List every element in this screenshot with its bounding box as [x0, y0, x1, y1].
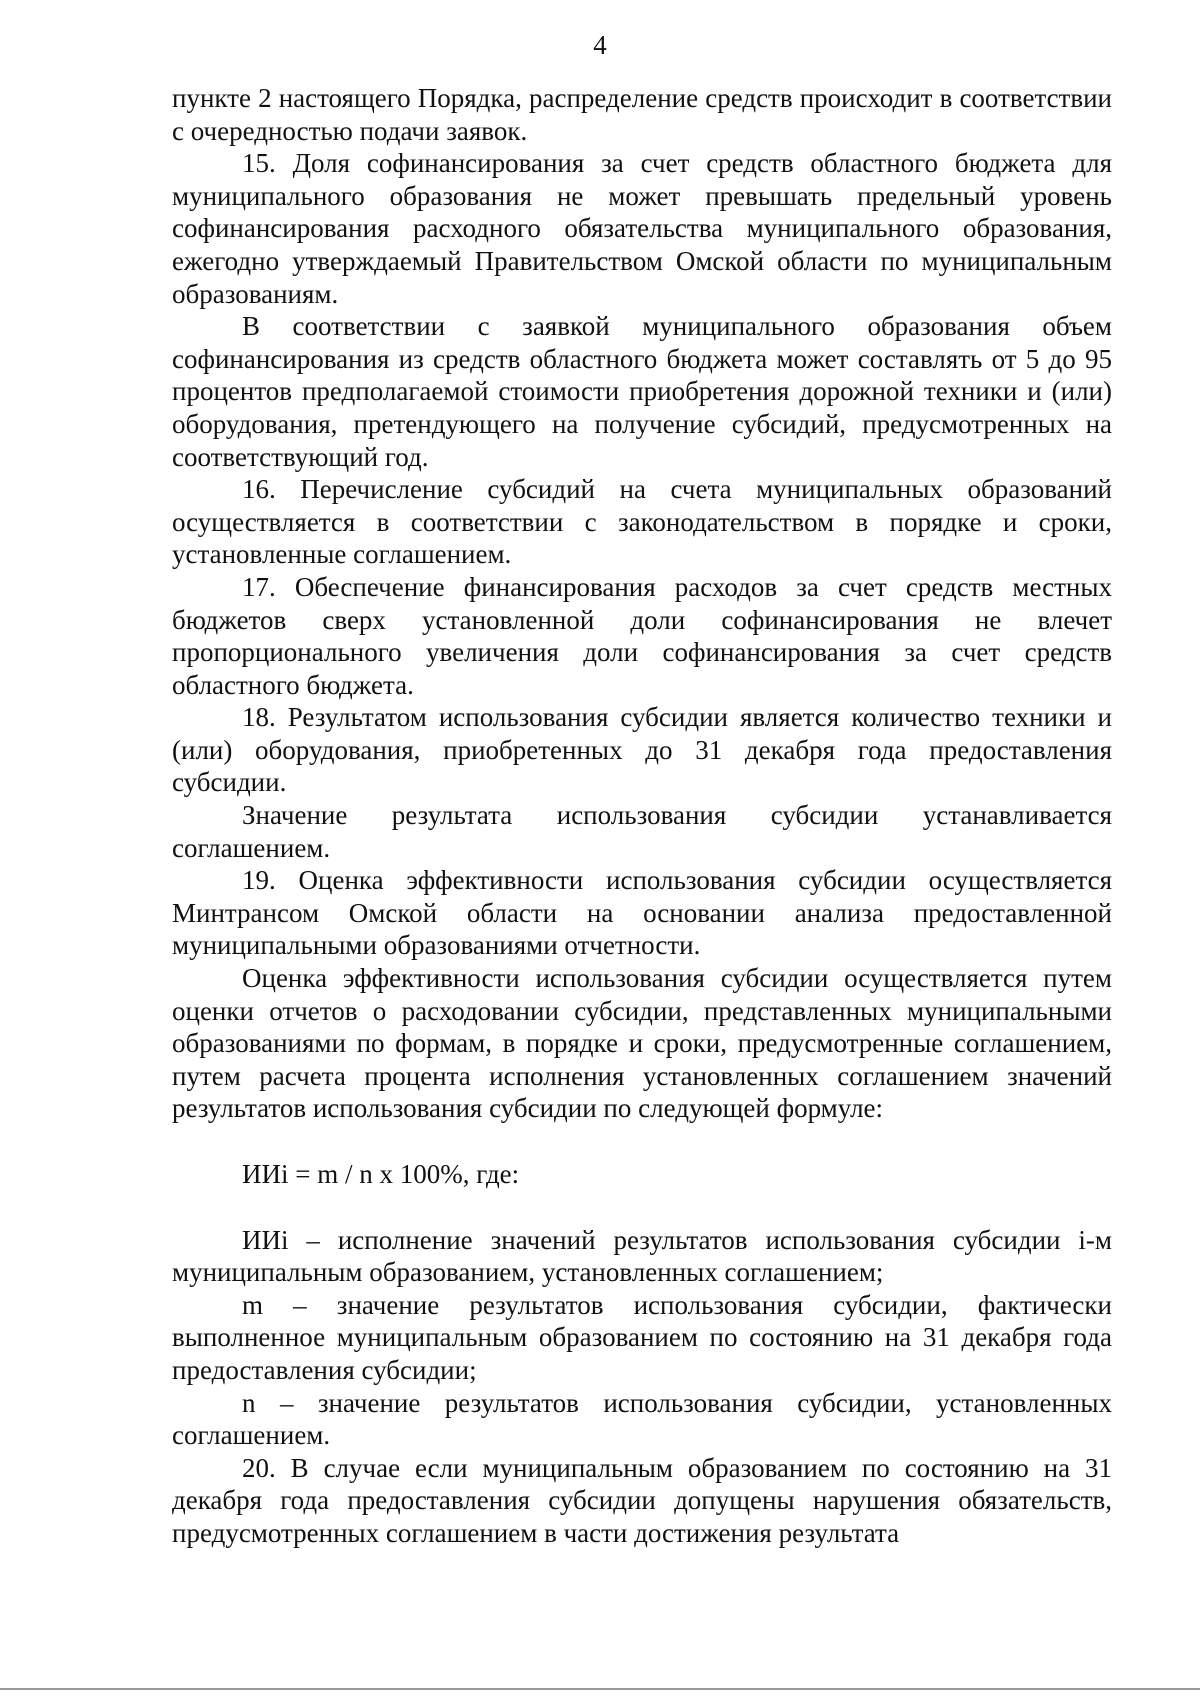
definition-iii: ИИi – исполнение значений результатов использования субсидии i-м муниципальным образованием, установленных соглашением; [172, 1224, 1112, 1288]
paragraph-15: 15. Доля софинансирования за счет средств областного бюджета для муниципального образования не может превышать предельный уровень софинансирования расходного обязательства муниципального образования, ежегодно утверждаемый Правительством Омской области по муниципальным образованиям. [172, 148, 1112, 309]
paragraph-evaluation-method: Оценка эффективности использования субсидии осуществляется путем оценки отчетов о расходовании субсидии, представленных муниципальными образованиями по формам, в порядке и сроки, предусмотренные соглашением, путем расчета процента исполнения установленных соглашением значений результатов использования субсидии по следующей формуле: [172, 963, 1112, 1124]
paragraph-cofinancing-range: В соответствии с заявкой муниципального образования объем софинансирования из средств областного бюджета может составлять от 5 до 95 процентов предполагаемой стоимости приобретения дорожной техники и (или) оборудования, претендующего на получение субсидий, предусмотренных на соответствующий год. [172, 311, 1112, 472]
paragraph-18: 18. Результатом использования субсидии является количество техники и (или) оборудования, приобретенных до 31 декабря года предоставления субсидии. [172, 702, 1112, 798]
paragraph-continuation: пункте 2 настоящего Порядка, распределение средств происходит в соответствии с очередностью подачи заявок. [172, 83, 1112, 146]
scan-edge-line [0, 1688, 1200, 1690]
paragraph-result-value: Значение результата использования субсидии устанавливается соглашением. [172, 800, 1112, 863]
paragraph-20: 20. В случае если муниципальным образованием по состоянию на 31 декабря года предоставления субсидии допущены нарушения обязательств, предусмотренных соглашением в части достижения результата [172, 1452, 1112, 1548]
formula: ИИi = m / n x 100%, где: [242, 1159, 520, 1189]
definition-m: m – значение результатов использования субсидии, фактически выполненное муниципальным образованием по состоянию на 31 декабря года предоставления субсидии; [172, 1289, 1112, 1385]
page-number: 4 [593, 30, 607, 60]
document-body [172, 82, 1112, 1550]
paragraph-16: 16. Перечисление субсидий на счета муниципальных образований осуществляется в соответствии с законодательством в порядке и сроки, установленные соглашением. [172, 474, 1112, 570]
paragraph-17: 17. Обеспечение финансирования расходов за счет средств местных бюджетов сверх установленной доли софинансирования не влечет пропорционального увеличения доли софинансирования за счет средств областного бюджета. [172, 571, 1112, 700]
definition-n: n – значение результатов использования субсидии, установленных соглашением. [172, 1387, 1112, 1451]
paragraph-19: 19. Оценка эффективности использования субсидии осуществляется Минтрансом Омской области на основании анализа предоставленной муниципальными образованиями отчетности. [172, 865, 1112, 961]
